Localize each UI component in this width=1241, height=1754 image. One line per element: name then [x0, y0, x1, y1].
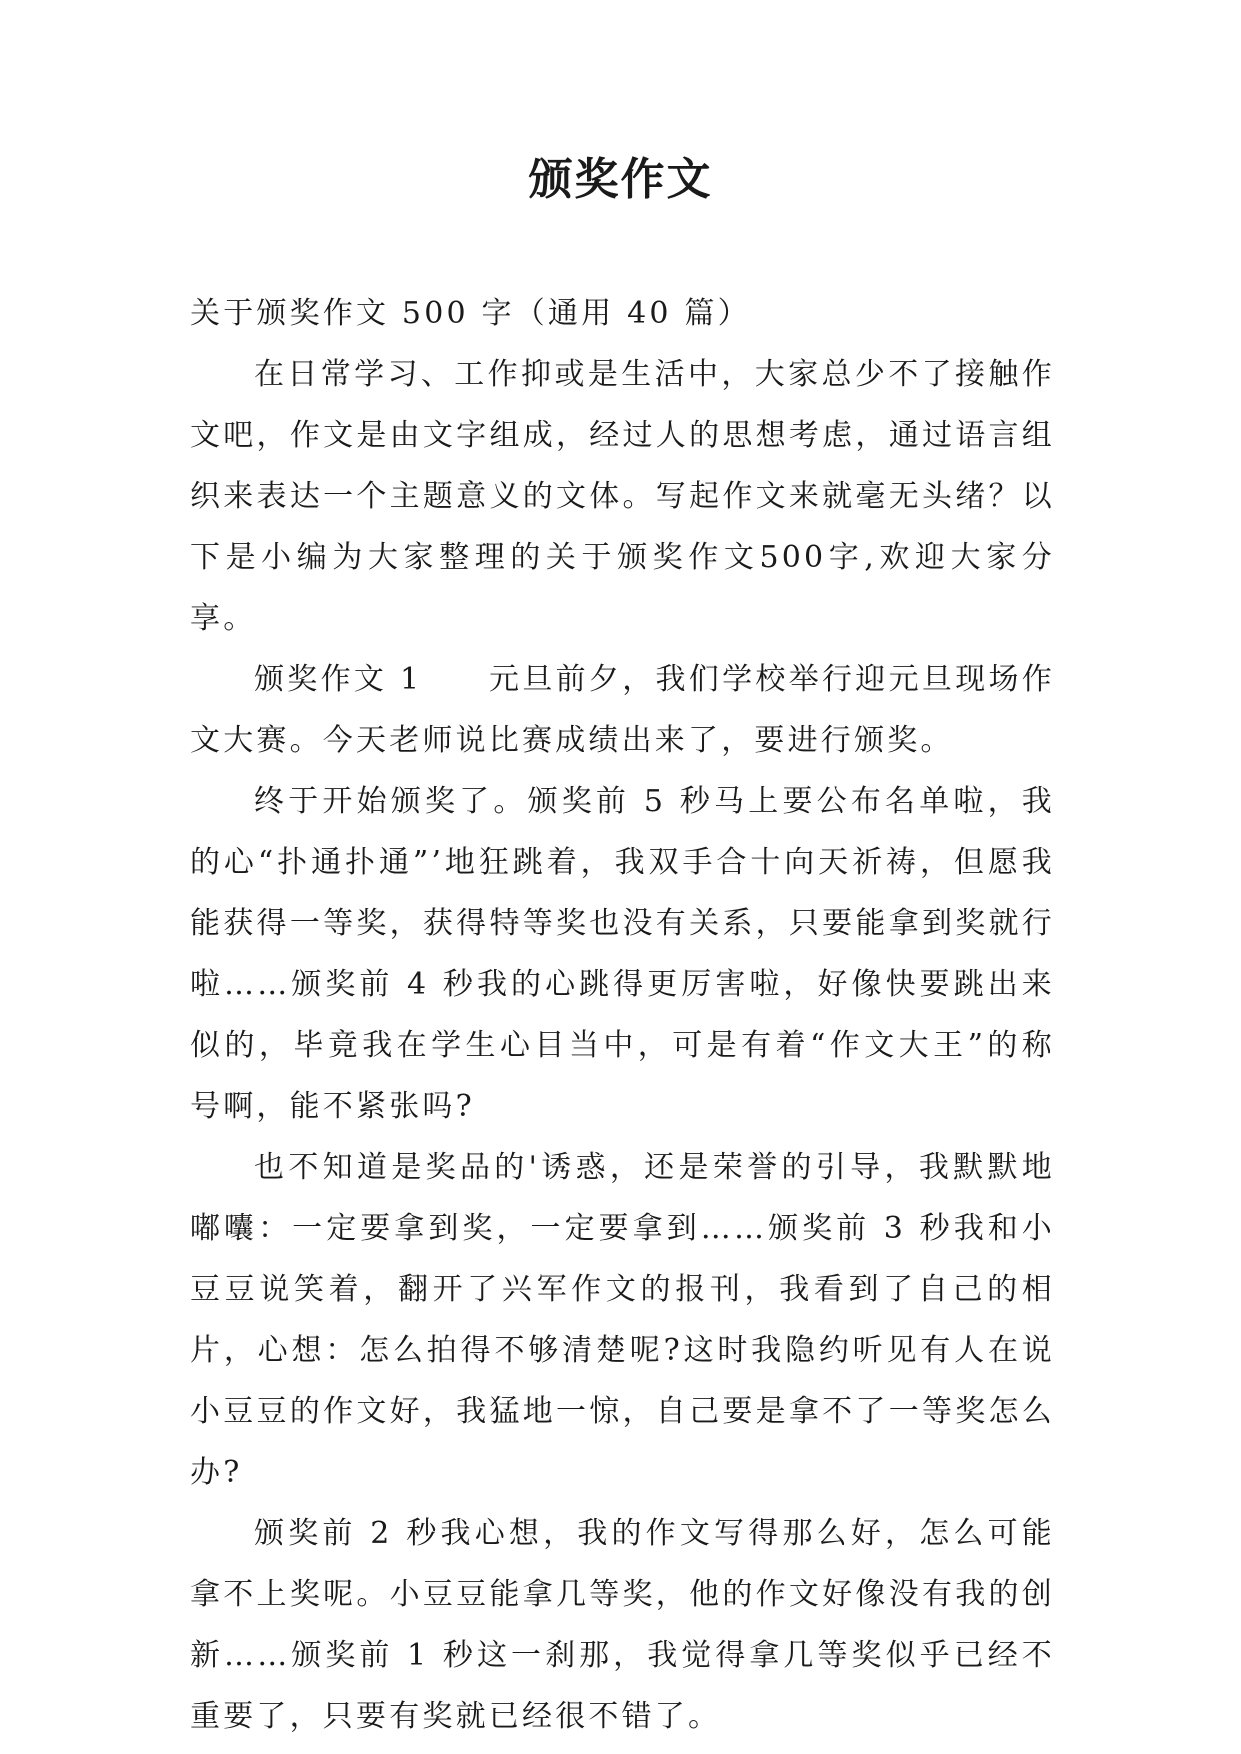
paragraph-essay-1-opening: 颁奖作文 1 元旦前夕，我们学校举行迎元旦现场作文大赛。今天老师说比赛成绩出来了，要进行颁奖。 [190, 662, 1055, 758]
paragraph-countdown-3: 也不知道是奖品的'诱惑，还是荣誉的引导，我默默地嘟囔：一定要拿到奖，一定要拿到……颁奖前 3 秒我和小豆豆说笑着，翻开了兴军作文的报刊，我看到了自己的相片，心想：怎么拍得不够清楚呢?这时我隐约听见有人在说小豆豆的作文好，我猛地一惊，自己要是拿不了一等奖怎么办? [190, 1150, 1055, 1490]
document-subtitle: 关于颁奖作文 500 字（通用 40 篇） [190, 296, 751, 331]
paragraph-intro: 在日常学习、工作抑或是生活中，大家总少不了接触作文吧，作文是由文字组成，经过人的思想考虑，通过语言组织来表达一个主题意义的文体。写起作文来就毫无头绪？以下是小编为大家整理的关于颁奖作文500字,欢迎大家分享。 [190, 357, 1055, 636]
document-title: 颁奖作文 [528, 154, 713, 205]
paragraph-countdown-2-1: 颁奖前 2 秒我心想，我的作文写得那么好，怎么可能拿不上奖呢。小豆豆能拿几等奖，他的作文好像没有我的创新……颁奖前 1 秒这一刹那，我觉得拿几等奖似乎已经不重要了，只要有奖就已经很不错了。 [190, 1516, 1055, 1734]
paragraph-countdown-5-4: 终于开始颁奖了。颁奖前 5 秒马上要公布名单啦，我的心“扑通扑通”’地狂跳着，我双手合十向天祈祷，但愿我能获得一等奖，获得特等奖也没有关系，只要能拿到奖就行啦……颁奖前 4 秒我的心跳得更厉害啦，好像快要跳出来似的，毕竟我在学生心目当中，可是有着“作文大王”的称号啊，能不紧张吗? [190, 784, 1055, 1124]
document-body [190, 283, 1055, 1747]
